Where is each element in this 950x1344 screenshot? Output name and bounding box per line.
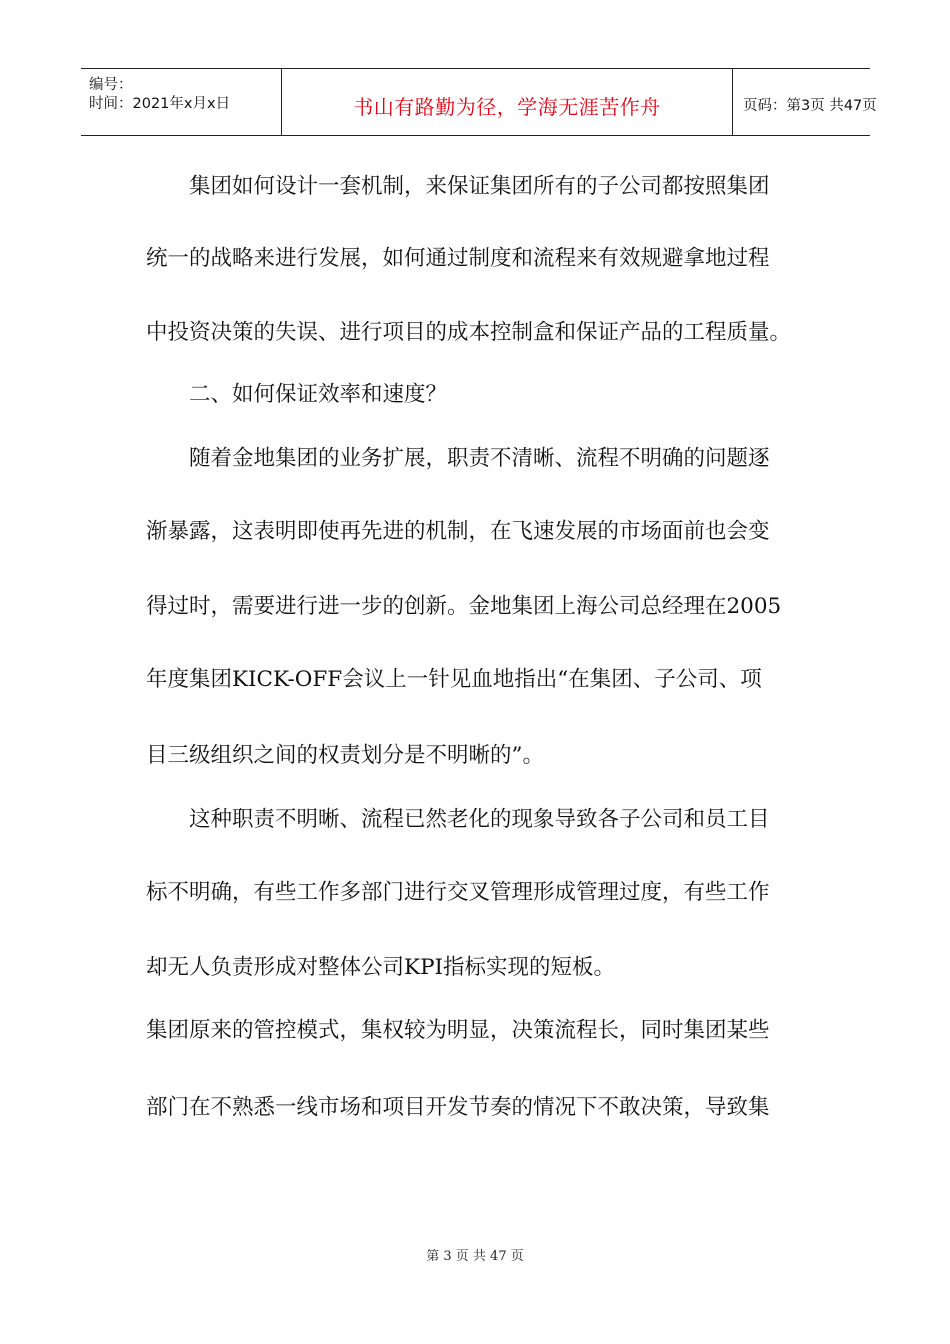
page-footer-number: 第 3 页 共 47 页: [426, 1249, 524, 1264]
header-meta-cell: [81, 69, 281, 135]
body-line: 集团如何设计一套机制，来保证集团所有的子公司都按照集团: [189, 174, 770, 199]
motto-text: 书山有路勤为径，学海无涯苦作舟: [353, 95, 661, 119]
header-page-info: 页码：第3页 共47页: [743, 98, 877, 114]
body-line: 统一的战略来进行发展，如何通过制度和流程来有效规避拿地过程: [146, 246, 770, 271]
document-number-label: 编号：: [89, 77, 133, 93]
body-line: 集团原来的管控模式，集权较为明显，决策流程长，同时集团某些: [146, 1018, 770, 1043]
body-line: 年度集团KICK-OFF会议上一针见血地指出“在集团、子公司、项: [146, 667, 762, 692]
body-line: 得过时，需要进行进一步的创新。金地集团上海公司总经理在2005: [146, 594, 782, 619]
header-page-cell: [733, 69, 877, 135]
body-line: 部门在不熟悉一线市场和项目开发节奏的情况下不敢决策，导致集: [146, 1095, 770, 1120]
body-line: 却无人负责形成对整体公司KPI指标实现的短板。: [146, 955, 616, 980]
header-motto-cell: [281, 69, 733, 135]
body-line: 目三级组织之间的权责划分是不明晰的”。: [146, 743, 544, 768]
body-line: 这种职责不明晰、流程已然老化的现象导致各子公司和员工目: [189, 807, 770, 832]
page-header: [81, 68, 877, 136]
body-line: 标不明确，有些工作多部门进行交叉管理形成管理过度，有些工作: [146, 880, 770, 905]
document-time-label: 时间：2021年x月x日: [89, 96, 231, 112]
body-line: 渐暴露，这表明即使再先进的机制，在飞速发展的市场面前也会变: [146, 519, 770, 544]
body-line: 中投资决策的失误、进行项目的成本控制盒和保证产品的工程质量。: [146, 320, 792, 345]
section-heading: 二、如何保证效率和速度？: [189, 382, 448, 407]
body-line: 随着金地集团的业务扩展，职责不清晰、流程不明确的问题逐: [189, 446, 770, 471]
